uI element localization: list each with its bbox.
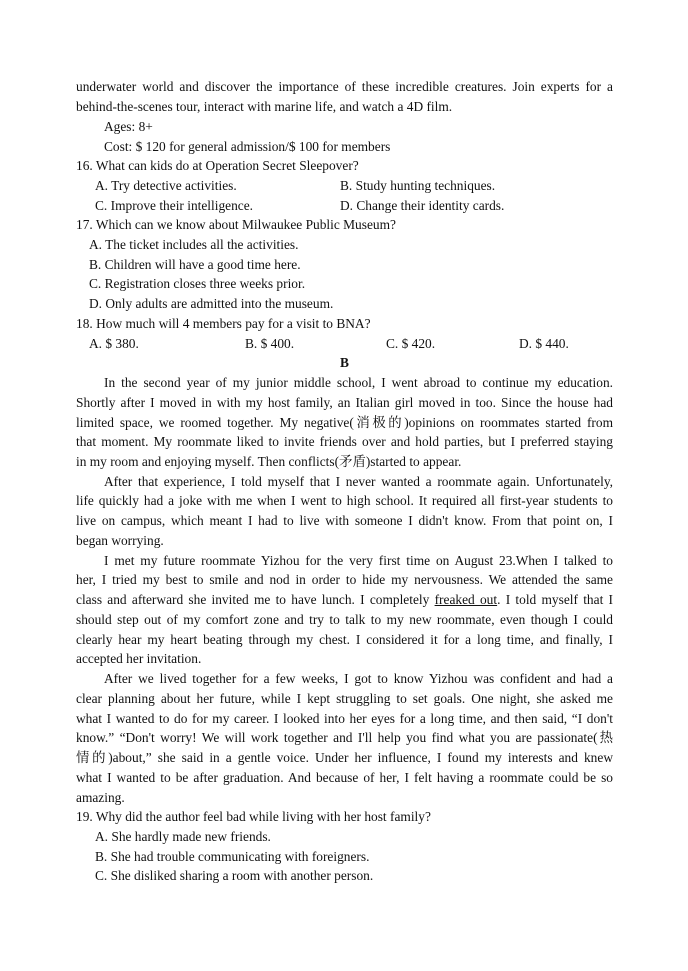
- passage-line: her, I tried my best to smile and nod in order to hide my nervousness. We attended the same: [76, 572, 613, 587]
- passage-line: I met my future roommate Yizhou for the very first time on August 23.When I talked to: [104, 553, 613, 568]
- option-17a: A. The ticket includes all the activities.: [89, 237, 299, 252]
- passage-text: . I told myself that I: [497, 592, 613, 607]
- option-18c: C. $ 420.: [386, 336, 436, 351]
- option-17c: C. Registration closes three weeks prior.: [89, 276, 306, 291]
- option-19c: C. She disliked sharing a room with another person.: [95, 868, 374, 883]
- question-16: 16. What can kids do at Operation Secret Sleepover?: [76, 158, 359, 173]
- passage-line: After that experience, I told myself that I never wanted a roommate again. Unfortunately,: [104, 474, 613, 489]
- option-16a: A. Try detective activities.: [95, 178, 237, 193]
- question-19: 19. Why did the author feel bad while living with her host family?: [76, 809, 431, 824]
- passage-line: know.” “Don't worry! We will work together and I'll help you find what you are passionate(热: [76, 730, 613, 745]
- option-19b: B. She had trouble communicating with foreigners.: [95, 849, 370, 864]
- passage-line: limited space, we roomed together. My negative(消极的)opinions on roommates started from: [76, 415, 613, 430]
- passage-line: 情的)about,” she said in a gentle voice. Under her influence, I found my interests and knew: [76, 750, 613, 765]
- passage-line: life quickly had a joke with me when I went to high school. It required all first-year students to: [76, 493, 613, 508]
- passage-line: live on campus, which meant I had to live with someone I didn't know. From that point on, I: [76, 513, 613, 528]
- passage-line: began worrying.: [76, 533, 164, 548]
- passage-line: accepted her invitation.: [76, 651, 202, 666]
- option-17b: B. Children will have a good time here.: [89, 257, 301, 272]
- passage-line: what I wanted to do for my career. I looked into her eyes for a long time, and then said, “I don't: [76, 711, 613, 726]
- option-18b: B. $ 400.: [245, 336, 295, 351]
- intro-text-line: underwater world and discover the importance of these incredible creatures. Join experts for a: [76, 79, 613, 94]
- passage-line: in my room and enjoying myself. Then conflicts(矛盾)started to appear.: [76, 454, 462, 469]
- passage-line: amazing.: [76, 790, 125, 805]
- question-18: 18. How much will 4 members pay for a visit to BNA?: [76, 316, 371, 331]
- ages-info: Ages: 8+: [104, 119, 153, 134]
- question-17: 17. Which can we know about Milwaukee Public Museum?: [76, 217, 396, 232]
- passage-line: clear planning about her future, while I kept struggling to set goals. One night, she asked me: [76, 691, 613, 706]
- passage-line: In the second year of my junior middle school, I went abroad to continue my education.: [104, 375, 613, 390]
- option-18d: D. $ 440.: [519, 336, 569, 351]
- underlined-phrase: freaked out: [434, 592, 498, 607]
- option-18a: A. $ 380.: [89, 336, 139, 351]
- option-16b: B. Study hunting techniques.: [340, 178, 496, 193]
- option-19a: A. She hardly made new friends.: [95, 829, 271, 844]
- section-b-heading: B: [340, 355, 349, 370]
- passage-line: [76, 590, 613, 610]
- option-17d: D. Only adults are admitted into the museum.: [89, 296, 334, 311]
- passage-line: what I wanted to be after graduation. And because of her, I felt having a roommate could be so: [76, 770, 613, 785]
- option-16c: C. Improve their intelligence.: [95, 198, 254, 213]
- cost-info: Cost: $ 120 for general admission/$ 100 for members: [104, 139, 391, 154]
- passage-line: that moment. My roommate liked to invite friends over and hold parties, but I preferred staying: [76, 434, 613, 449]
- option-16d: D. Change their identity cards.: [340, 198, 505, 213]
- passage-text: class and afterward she invited me to have lunch. I completely: [76, 592, 435, 607]
- passage-line: Shortly after I moved in with my host family, an Italian girl moved in too. Since the house had: [76, 395, 613, 410]
- passage-line: should step out of my comfort zone and try to talk to my new roommate, even though I could: [76, 612, 613, 627]
- intro-text-line: behind-the-scenes tour, interact with marine life, and watch a 4D film.: [76, 99, 453, 114]
- passage-line: After we lived together for a few weeks, I got to know Yizhou was confident and had a: [104, 671, 613, 686]
- passage-line: clearly hear my heart beating through my chest. I considered it for a long time, and finally, I: [76, 632, 613, 647]
